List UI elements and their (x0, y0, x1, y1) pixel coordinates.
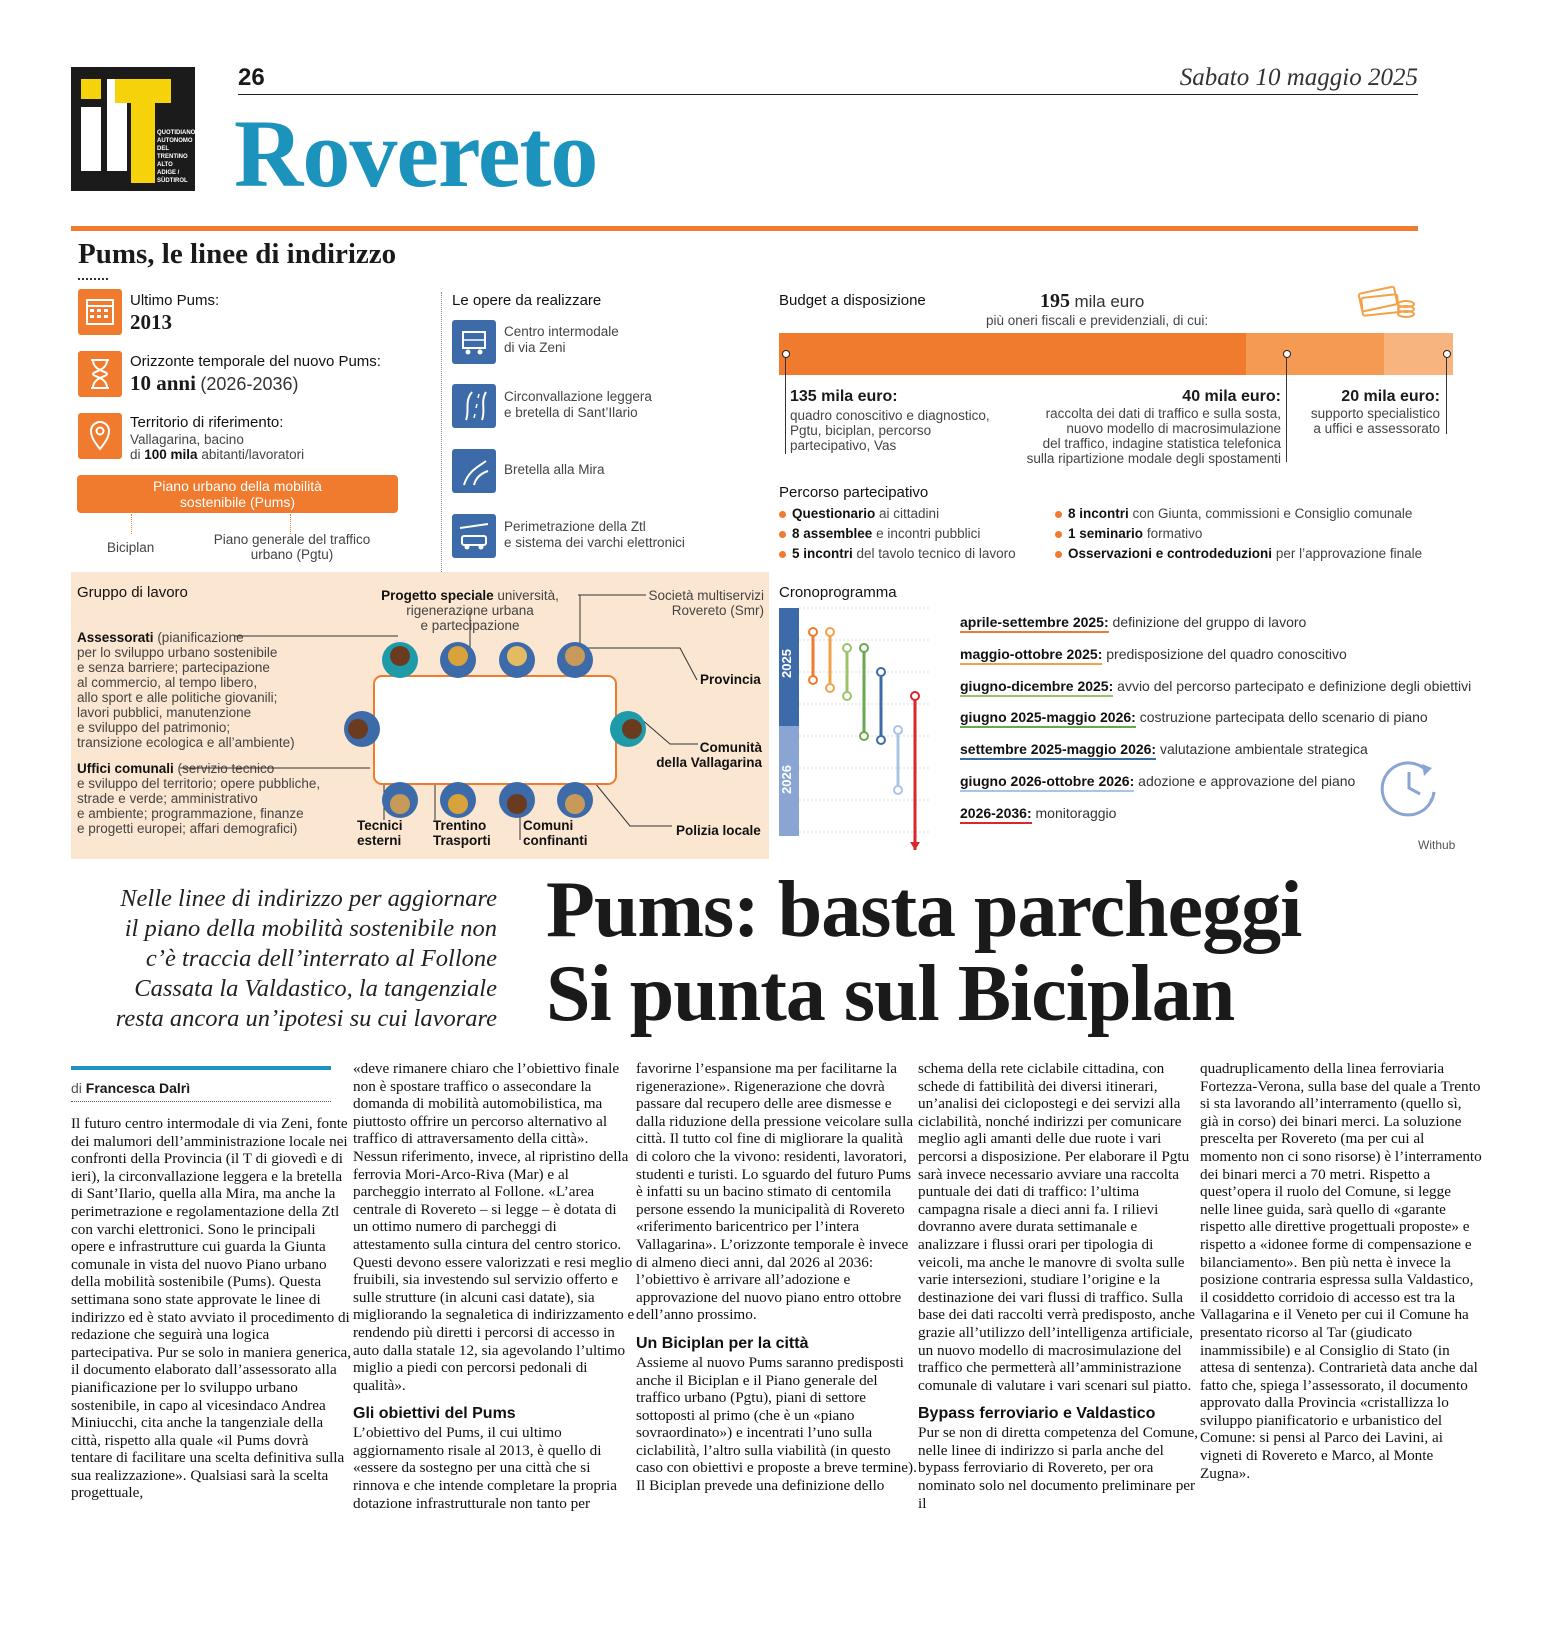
article-column-3: favorirne l’espansione ma per facilitarne la rigenerazione». Rigenerazione che dovrà passare dal recupero delle aree dismesse e dalla riduzione della pressione veicolare sulla città. Il tutto col fine di migliorare la qualità di coloro che la vivono: residenti, lavoratori, studenti e turisti. Lo sguardo del futuro Pums è infatti su un bacino stimato di centomila persone essendo la municipalità di Rovereto «riferimento baricentrico per l’intera Vallagarina». L’orizzonte temporale è invece di almeno dieci anni, dal 2026 al 2036: l’obiettivo è arrivare all’adozione e approvazione del nuovo piano entro ottobre dell’anno prossimo. Un Biciplan per la città Assieme al nuovo Pums saranno predisposti anche il Biciplan e il Piano generale del traffico urbano (Pgtu), piani di settore sottoposti al primo (che è un «piano sovraordinato») e incentrati l’uno sulla ciclabilità, l’altro sulla viabilità (in questo caso con obiettivi e proposte a breve termine). Il Biciplan prevede una definizione dello (636, 1060, 917, 1495)
meeting-table-diagram (0, 0, 780, 860)
fact-label: Territorio di riferimento: (130, 414, 284, 431)
budget-marker (1283, 350, 1291, 358)
page-number: 26 (238, 64, 265, 91)
gruppo-comuni: Comuni confinanti (523, 818, 588, 848)
crono-row (960, 646, 1347, 665)
gruppo-comunita: Comunità della Vallagarina (656, 740, 762, 770)
budget-marker (782, 350, 790, 358)
budget-total: 195 mila euro (1040, 290, 1145, 312)
budget-segment (1246, 333, 1384, 375)
section-title: Rovereto (234, 100, 598, 207)
crono-dot (877, 736, 885, 744)
fact-label: Ultimo Pums: (130, 292, 220, 309)
subheading: Un Biciplan per la città (636, 1334, 809, 1352)
subheading: Bypass ferroviario e Valdastico (918, 1405, 1156, 1423)
crono-period: 2026-2036: (960, 804, 1032, 821)
crono-period: settembre 2025-maggio 2026: (960, 741, 1157, 758)
article-headline: Pums: basta parcheggi Si punta sul Biciplan (546, 866, 1302, 1038)
percorso-item: Questionario ai cittadini (779, 506, 939, 521)
subheading: Gli obiettivi del Pums (353, 1405, 516, 1423)
fact-desc: Vallagarina, bacino (130, 432, 244, 447)
crono-dot (877, 668, 885, 676)
gruppo-polizia: Polizia locale (676, 823, 761, 838)
crono-desc: adozione e approvazione del piano (1134, 773, 1356, 789)
crono-dot (843, 692, 851, 700)
percorso-item: 8 incontri con Giunta, commissioni e Consiglio comunale (1055, 506, 1412, 521)
article-column-2: «deve rimanere chiaro che l’obiettivo finale non è spostare traffico o assecondare la domanda di mobilità automobilistica, ma piuttosto offrire un percorso alternativo al traffico di attraversamento della città». Nessun riferimento, invece, al ripristino della ferrovia Mori-Arco-Riva (Mar) e al parcheggio interrato al Follone. «L’area centrale di Rovereto – si legge – è dotata di un ottimo numero di parcheggi di attestamento sulla cintura del centro storico. Questi devono essere valorizzati e resi meglio fruibili, sia investendo sul servizio offerto e sulle strutture (in alcuni casi datate), sia migliorando la segnaletica di indirizzamento e rendendo più diretti i percorsi di accesso in auto dalla statale 12, sia agevolando l’ultimo miglio a piedi con percorsi pedonali di qualità». Gli obiettivi del Pums L’obiettivo del Pums, il cui ultimo aggiornamento risale al 2013, è quello di «essere da sostegno per una città che si rinnova e che intende completare la propria dotazione infrastrutturale non tanto per (353, 1060, 635, 1512)
crono-period: giugno 2026-ottobre 2026: (960, 773, 1135, 789)
percorso-item: 1 seminario formativo (1055, 526, 1202, 541)
budget-marker-line (1286, 358, 1287, 462)
byline-dots (71, 1101, 331, 1102)
gruppo-uffici: Uffici comunali (servizio tecnico e sviluppo del territorio; opere pubbliche, strade e verde; amministrativo e ambiente; programmazione, finanze e progetti europei; affari demografici) (77, 761, 321, 836)
gruppo-trentino: Trentino Trasporti (433, 818, 491, 848)
fact-value: 2013 (130, 310, 172, 334)
crono-row (960, 678, 1471, 697)
crono-desc: avvio del percorso partecipato e definizione degli obiettivi (1113, 677, 1472, 694)
crono-row (960, 741, 1368, 760)
person-icon (382, 642, 418, 678)
pums-box: Piano urbano della mobilità sostenibile (Pums) (77, 475, 398, 513)
works-title: Le opere da realizzare (452, 292, 602, 309)
crono-year-label: 2026 (778, 765, 794, 794)
budget-note: più oneri fiscali e previdenziali, di cui: (986, 313, 1209, 328)
budget-marker-line (1446, 358, 1447, 434)
crono-row (960, 614, 1306, 633)
crono-dot (894, 786, 902, 794)
person-icon (344, 711, 380, 747)
crono-dot (826, 628, 834, 636)
percorso-title: Percorso partecipativo (779, 484, 929, 501)
crono-title: Cronoprogramma (779, 584, 897, 601)
person-icon (440, 782, 476, 818)
crono-period: maggio-ottobre 2025: (960, 645, 1103, 662)
budget-marker-line (785, 358, 786, 454)
crono-dot (843, 644, 851, 652)
money-icon (1356, 276, 1418, 326)
budget-part-20: 20 mila euro: supporto specialistico a uffici e assessorato (1310, 388, 1440, 436)
article-column-4: schema della rete ciclabile cittadina, con schede di fattibilità dei diversi itinerari, un’analisi dei ciclopostegi e dei servizi alla ciclabilità, nonché indirizzi per comunicare meglio agli amanti delle due ruote i vari percorsi a disposizione. Per elaborare il Pgtu sarà invece necessario avviare una raccolta puntuale dei dati di traffico: l’ultima campagna risale a dieci anni fa. I rilievi dovranno avere durata settimanale e analizzare i flussi orari per tipologia di veicoli, ma anche le manovre di svolta sulle varie intersezioni, studiare l’origine e la destinazione dei vari flussi di traffico. Sulla base dei dati raccolti verrà predisposto, anche grazie all’utilizzo dell’intelligenza artificiale, un nuovo modello di macrosimulazione del traffico che permetterà all’amministrazione comunale di valutare i vari scenari sul piatto. Bypass ferroviario e Valdastico Pur se non di diretta competenza del Comune, nelle linee di indirizzo si parla anche del bypass ferroviario di Rovereto, per ora nominato solo nel documento preliminare per il (918, 1060, 1199, 1512)
gruppo-tecnici: Tecnici esterni (357, 818, 403, 848)
crono-dot (911, 692, 919, 700)
person-icon (440, 642, 476, 678)
crono-period: giugno 2025-maggio 2026: (960, 709, 1136, 726)
crono-row (960, 709, 1428, 728)
byline-rule (71, 1066, 331, 1070)
person-icon (382, 782, 418, 818)
person-icon (610, 711, 646, 747)
crono-row (960, 773, 1355, 792)
budget-marker (1443, 350, 1451, 358)
percorso-item: Osservazioni e controdeduzioni per l’approvazione finale (1055, 546, 1422, 561)
byline: di Francesca Dalrì (71, 1080, 191, 1096)
person-icon (499, 782, 535, 818)
crono-chart (799, 600, 939, 856)
crono-period: aprile-settembre 2025: (960, 614, 1109, 630)
gruppo-title: Gruppo di lavoro (77, 584, 188, 601)
crono-arrow (910, 842, 920, 850)
crono-dot (809, 628, 817, 636)
crono-period: giugno-dicembre 2025: (960, 677, 1114, 694)
budget-title: Budget a disposizione (779, 292, 926, 309)
fact-label: Orizzonte temporale del nuovo Pums: (130, 353, 381, 370)
fact-extra: (2026-2036) (200, 374, 299, 394)
person-icon (557, 782, 593, 818)
budget-part-40: 40 mila euro: raccolta dei dati di traffico e sulla sosta, nuovo modello di macrosimulazione del traffico, indagine statistica telefonica sulla ripartizione modale degli spostamenti (1026, 388, 1281, 466)
budget-bar (779, 333, 1453, 375)
gruppo-smr: Società multiservizi Rovereto (Smr) (648, 588, 764, 618)
budget-segment (779, 333, 1246, 375)
crono-dot (826, 684, 834, 692)
percorso-item: 5 incontri del tavolo tecnico di lavoro (779, 546, 1016, 561)
gruppo-assessorati: Assessorati (pianificazione per lo sviluppo urbano sostenibile e senza barriere; partecipazione al commercio, al tempo libero, allo sport e alle politiche giovanili; lavori pubblici, manutenzione e sviluppo del patrimonio; transizione ecologica e all’ambiente) (77, 630, 295, 750)
sub-plan-pgtu: Piano generale del traffico urbano (Pgtu) (213, 532, 371, 562)
person-icon (499, 642, 535, 678)
gruppo-progetto: Progetto speciale università, rigenerazione urbana e partecipazione (381, 588, 559, 633)
crono-desc: valutazione ambientale strategica (1156, 741, 1368, 758)
meeting-table (374, 676, 616, 784)
crono-dot (809, 676, 817, 684)
crono-desc: predisposizione del quadro conoscitivo (1102, 645, 1347, 662)
infographic-title: Pums, le linee di indirizzo (78, 238, 397, 270)
crono-desc: definizione del gruppo di lavoro (1108, 614, 1307, 630)
article-column-1: Il futuro centro intermodale di via Zeni, fonte dei malumori dell’amministrazione locale nei confronti della Provincia (il T di giovedì e di ieri), la circonvallazione leggera e la bretella di Sant’Ilario, quella alla Mira, ma anche la perimetrazione e regolamentazione della Ztl con varchi elettronici. Sono le principali opere e infrastrutture cui guarda la Giunta comunale in vista del nuovo Piano urbano della mobilità sostenibile (Pums). Questa settimana sono state approvate le linee di indirizzo ed è stato avviato il procedimento di redazione che seguirà una logica partecipativa. Pur se solo in maniera generica, il documento elaborato dall’assessorato alla pianificazione per lo sviluppo urbano sostenibile, in capo al vicesindaco Andrea Miniucchi, cita anche la tangenziale della città, rispetto alla quale «il Pums dovrà tentare di facilitare una scelta definitiva sulla sua realizzazione». Qualsiasi sarà la scelta progettuale, (71, 1115, 352, 1502)
crono-dot (860, 644, 868, 652)
crono-row (960, 805, 1116, 824)
crono-desc: costruzione partecipata dello scenario di piano (1135, 709, 1428, 726)
article-column-5: quadruplicamento della linea ferroviaria Fortezza-Verona, sulla base del quale a Trento si sta lavorando all’interramento (quello sì, già in corso) dei binari merci. La soluzione prescelta per Rovereto (ma per cui al momento non ci sono risorse) è l’interramento dei binari merci a 70 metri. Rispetto a quest’opera il ruolo del Comune, si legge nelle linee guida, sarà quello di «garante rispetto alle direttive progettuali proposte» e rispetto a «idonee forme di compensazione e bilanciamento». Ben più netta è invece la posizione contraria espressa sulla Valdastico, il cosiddetto corridoio di accesso est tra la Vallagarina e il Veneto per cui il Comune ha presentato ricorso al Tar (giudicato inammissibile) e al Consiglio di Stato (in attesa di sentenza). Contrarietà data anche dal fatto che, spiega l’assessorato, il documento approvato dalla Provincia «cristallizza lo sviluppo pianificatorio e urbanistico del Comune: si pensi al Parco dei Lavini, ai vigneti di Rovereto e Marco, al Monte Zugna». (1200, 1060, 1482, 1482)
gruppo-provincia: Provincia (700, 672, 761, 687)
credit: Withub (1418, 838, 1456, 852)
sub-plan-biciplan: Biciplan (107, 540, 155, 555)
clock-icon (1378, 756, 1440, 818)
issue-date: Sabato 10 maggio 2025 (1179, 64, 1418, 91)
fact-desc-2: di 100 mila abitanti/lavoratori (130, 447, 305, 462)
crono-dot (894, 726, 902, 734)
crono-desc: monitoraggio (1031, 804, 1117, 821)
article-deck: Nelle linee di indirizzo per aggiornare il piano della mobilità sostenibile non c’è traccia dell’interrato al Follone Cassata la Valdastico, la tangenziale resta ancora un’ipotesi su cui lavorare (115, 885, 497, 1032)
logo-tagline: QUOTIDIANO AUTONOMO DEL TRENTINO ALTO ADIGE / SÜDTIROL (157, 130, 196, 184)
person-icon (557, 642, 593, 678)
percorso-item: 8 assemblee e incontri pubblici (779, 526, 980, 541)
crono-dot (860, 732, 868, 740)
crono-year-label: 2025 (778, 649, 794, 678)
fact-value: 10 anni (130, 371, 196, 395)
